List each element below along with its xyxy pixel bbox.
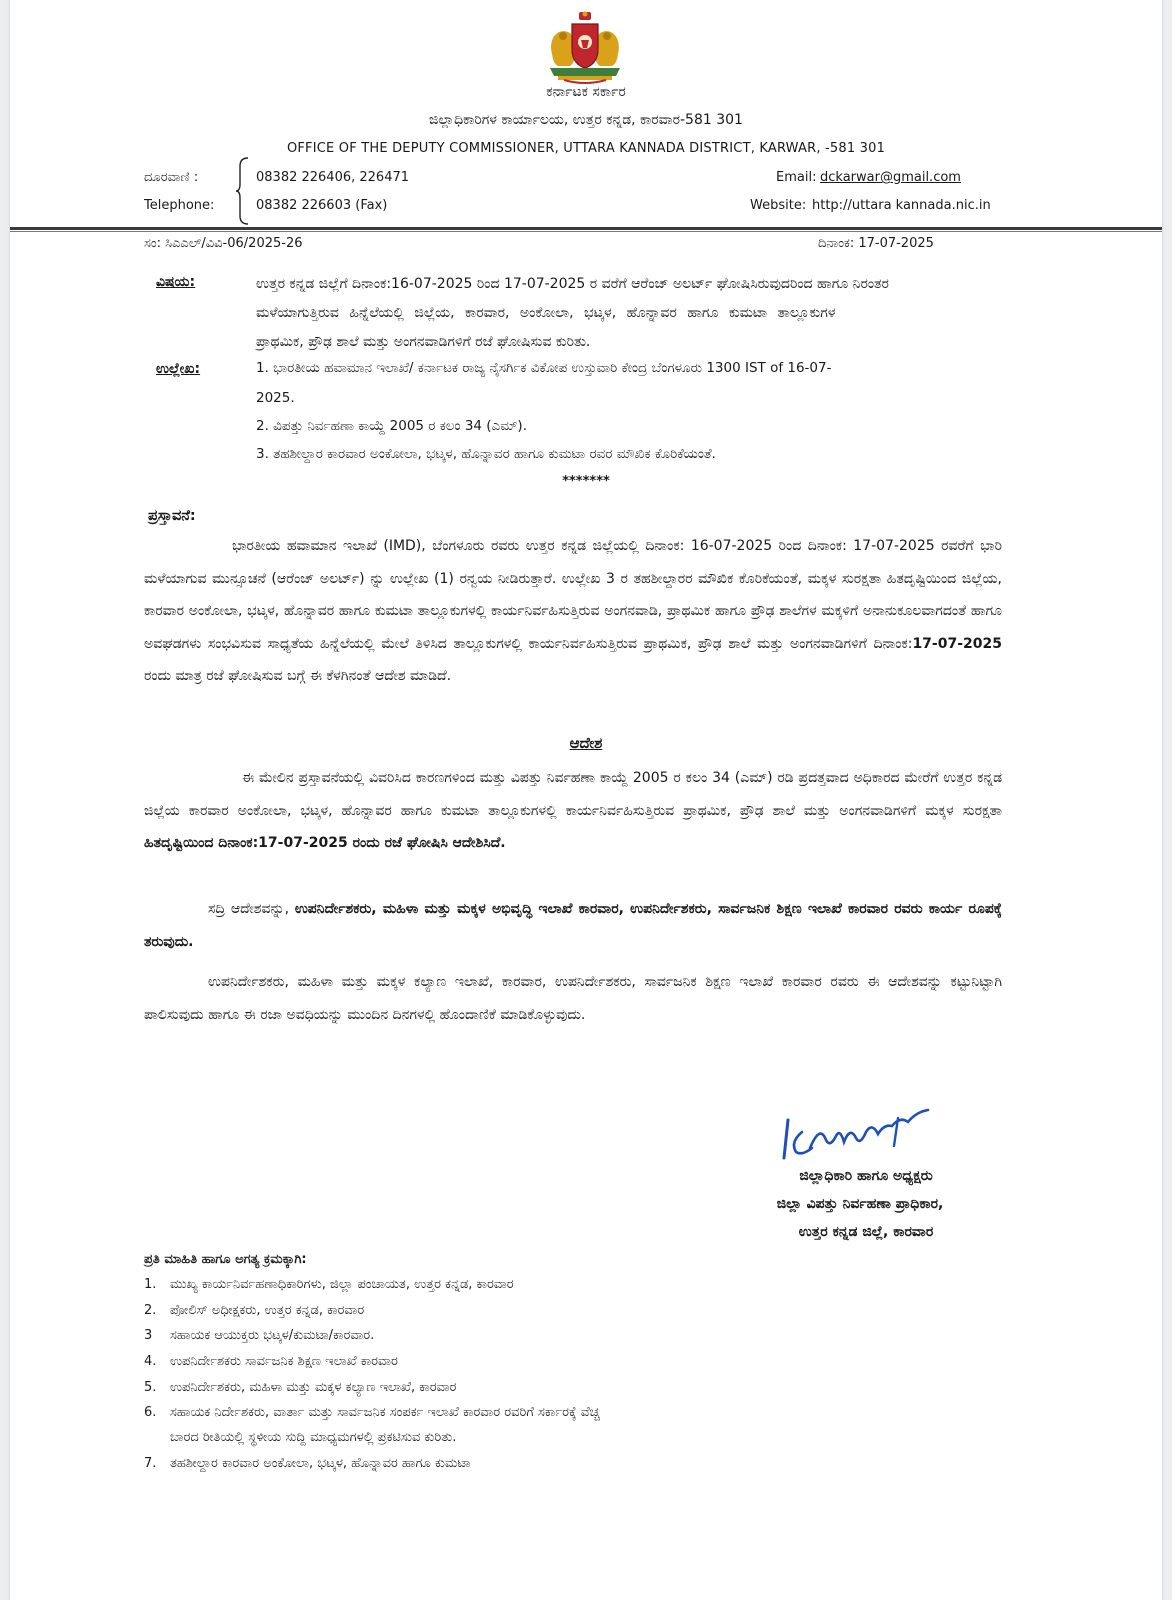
- copy-to-item: 2. ಪೋಲಿಸ್ ಅಧೀಕ್ಷಕರು, ಉತ್ತರ ಕನ್ನಡ, ಕಾರವಾರ: [144, 1303, 365, 1318]
- reference-item-1: 1. ಭಾರತೀಯ ಹವಾಮಾನ ಇಲಾಖೆ/ ಕರ್ನಾಟಕ ರಾಜ್ಯ ನೈಸರ್ಗಿಕ ವಿಕೋಪ ಉಸ್ತುವಾರಿ ಕೇಂದ್ರ ಬೆಂಗಳೂರು 1300 IST of 16-07-: [256, 360, 832, 376]
- separator: *******: [562, 474, 610, 489]
- reference-number: ಸಂ: ಸಿಎಎಲ್/ವಿವಿ-06/2025-26: [144, 236, 303, 251]
- subject-line-2: ಮಳೆಯಾಗುತ್ತಿರುವ ಹಿನ್ನೆಲೆಯಲ್ಲಿ ಜಿಲ್ಲೆಯ, ಕಾರವಾರ, ಅಂಕೋಲಾ, ಭಟ್ಕಳ, ಹೊನ್ನಾವರ ಹಾಗೂ ಕುಮಟಾ ತಾಲ್ಲೂಕುಗಳ: [256, 305, 836, 321]
- email-label: Email:: [776, 170, 817, 185]
- copy-to-item: 1. ಮುಖ್ಯ ಕಾರ್ಯನಿರ್ವಹಣಾಧಿಕಾರಿಗಳು, ಜಿಲ್ಲಾ ಪಂಚಾಯತ, ಉತ್ತರ ಕನ್ನಡ, ಕಾರವಾರ: [144, 1277, 514, 1292]
- order-paragraph-1: ಈ ಮೇಲಿನ ಪ್ರಸ್ತಾವನೆಯಲ್ಲಿ ವಿವರಿಸಿದ ಕಾರಣಗಳಿಂದ ಮತ್ತು ವಿಪತ್ತು ನಿರ್ವಹಣಾ ಕಾಯ್ದೆ 2005 ರ ಕಲಂ 34 (ಎಮ್) ರಡಿ ಪ್ರದತ್ತವಾದ ಅಧಿಕಾರದ ಮೇರೆಗೆ ಉತ್ತರ ಕನ್ನಡ ಜಿಲ್ಲೆಯ ಕಾರವಾರ ಅಂಕೋಲಾ, ಭಟ್ಕಳ, ಹೊನ್ನಾವರ ಹಾಗೂ ಕುಮಟಾ ತಾಲ್ಲೂಕುಗಳಲ್ಲಿ ಕಾರ್ಯನಿರ್ವಹಿಸುತ್ತಿರುವ ಪ್ರಾಥಮಿಕ, ಪ್ರೌಢ ಶಾಲೆ ಮತ್ತು ಅಂಗನವಾಡಿಗಳಿಗೆ ಮಕ್ಕಳ ಸುರಕ್ಷತಾ ಹಿತದೃಷ್ಟಿಯಿಂದ ದಿನಾಂಕ:17-07-2025 ರಂದು ರಜೆ ಘೋಷಿಸಿ ಆದೇಶಿಸಿದೆ.: [144, 770, 1002, 851]
- signature-icon: [780, 1096, 940, 1166]
- subject-line-3: ಪ್ರಾಥಮಿಕ, ಪ್ರೌಢ ಶಾಲೆ ಮತ್ತು ಅಂಗನವಾಡಿಗಳಿಗೆ ರಜೆ ಘೋಷಿಸುವ ಕುರಿತು.: [256, 334, 591, 350]
- reference-item-2: 2. ವಿಪತ್ತು ನಿರ್ವಹಣಾ ಕಾಯ್ದೆ 2005 ರ ಕಲಂ 34 (ಎಮ್).: [256, 418, 527, 434]
- header-divider: [10, 227, 1162, 230]
- copy-to-item: 5. ಉಪನಿರ್ದೇಶಕರು, ಮಹಿಳಾ ಮತ್ತು ಮಕ್ಕಳ ಕಲ್ಯಾಣ ಇಲಾಖೆ, ಕಾರವಾರ: [144, 1380, 457, 1395]
- letter-page: [10, 0, 1162, 1600]
- signatory-designation-2: ಜಿಲ್ಲಾ ವಿಪತ್ತು ನಿರ್ವಹಣಾ ಪ್ರಾಧಿಕಾರ,: [776, 1196, 944, 1212]
- letter-date: ದಿನಾಂಕ: 17-07-2025: [818, 236, 934, 251]
- phone-label-english: Telephone:: [144, 198, 215, 213]
- copy-to-item: 3 ಸಹಾಯಕ ಆಯುಕ್ತರು ಭಟ್ಕಳ/ಕುಮಟಾ/ಕಾರವಾರ.: [144, 1328, 375, 1343]
- copy-to-item: 6. ಸಹಾಯಕ ನಿರ್ದೇಶಕರು, ವಾರ್ತಾ ಮತ್ತು ಸಾರ್ವಜನಿಕ ಸಂಪರ್ಕ ಇಲಾಖೆ ಕಾರವಾರ ರವರಿಗೆ ಸರ್ಕಾರಕ್ಕೆ ವೆಚ್ಚ: [144, 1405, 600, 1420]
- office-name-kannada: ಜಿಲ್ಲಾಧಿಕಾರಿಗಳ ಕಾರ್ಯಾಲಯ, ಉತ್ತರ ಕನ್ನಡ, ಕಾರವಾರ-581 301: [429, 112, 743, 128]
- phone-label-kannada: ದೂರವಾಣಿ :: [144, 170, 199, 185]
- phone-number-fax: 08382 226603 (Fax): [256, 198, 388, 213]
- copy-to-heading: ಪ್ರತಿ ಮಾಹಿತಿ ಹಾಗೂ ಅಗತ್ಯ ಕ್ರಮಕ್ಕಾಗಿ:: [144, 1252, 307, 1267]
- preamble-paragraph: ಭಾರತೀಯ ಹವಾಮಾನ ಇಲಾಖೆ (IMD), ಬೆಂಗಳೂರು ರವರು ಉತ್ತರ ಕನ್ನಡ ಜಿಲ್ಲೆಯಲ್ಲಿ ದಿನಾಂಕ: 16-07-2025 ರಿಂದ ದಿನಾಂಕ: 17-07-2025 ರವರೆಗೆ ಭಾರಿ ಮಳೆಯಾಗುವ ಮುನ್ಸೂಚನೆ (ಆರೆಂಜ್ ಅಲರ್ಟ್) ನ್ನು ಉಲ್ಲೇಖ (1) ರನ್ವಯ ನೀಡಿರುತ್ತಾರೆ. ಉಲ್ಲೇಖ 3 ರ ತಹಶೀಲ್ದಾರರ ಮೌಖಿಕ ಕೊರಿಕೆಯಂತೆ, ಮಕ್ಕಳ ಸುರಕ್ಷತಾ ಹಿತದೃಷ್ಟಿಯಿಂದ ಜಿಲ್ಲೆಯ, ಕಾರವಾರ ಅಂಕೋಲಾ, ಭಟ್ಕಳ, ಹೊನ್ನಾವರ ಹಾಗೂ ಕುಮಟಾ ತಾಲ್ಲೂಕುಗಳಲ್ಲಿ ಕಾರ್ಯನಿರ್ವಹಿಸುತ್ತಿರುವ ಅಂಗನವಾಡಿ, ಪ್ರಾಥಮಿಕ ಹಾಗೂ ಪ್ರೌಢ ಶಾಲೆಗಳ ಮಕ್ಕಳಿಗೆ ಅನಾನುಕೂಲವಾಗದಂತೆ ಹಾಗೂ ಅವಘಡಗಳು ಸಂಭವಿಸುವ ಸಾಧ್ಯತೆಯ ಹಿನ್ನೆಲೆಯಲ್ಲಿ ಮೇಲೆ ತಿಳಿಸಿದ ತಾಲ್ಲೂಕುಗಳಲ್ಲಿ ಕಾರ್ಯನಿರ್ವಹಿಸುತ್ತಿರುವ ಪ್ರಾಥಮಿಕ, ಪ್ರೌಢ ಶಾಲೆ ಮತ್ತು ಅಂಗನವಾಡಿಗಳಿಗೆ ದಿನಾಂಕ:17-07-2025 ರಂದು ಮಾತ್ರ ರಜೆ ಘೋಷಿಸುವ ಬಗ್ಗೆ ಈ ಕೆಳಗಿನಂತೆ ಆದೇಶ ಮಾಡಿದೆ.: [144, 538, 1002, 684]
- reference-item-3: 3. ತಹಶೀಲ್ದಾರ ಕಾರವಾರ ಅಂಕೋಲಾ, ಭಟ್ಕಳ, ಹೊನ್ನಾವರ ಹಾಗೂ ಕುಮಟಾ ರವರ ಮೌಖಿಕ ಕೊರಿಕೆಯಂತೆ.: [256, 446, 716, 462]
- order-paragraph-3: ಉಪನಿರ್ದೇಶಕರು, ಮಹಿಳಾ ಮತ್ತು ಮಕ್ಕಳ ಕಲ್ಯಾಣ ಇಲಾಖೆ, ಕಾರವಾರ, ಉಪನಿರ್ದೇಶಕರು, ಸಾರ್ವಜನಿಕ ಶಿಕ್ಷಣ ಇಲಾಖೆ ಕಾರವಾರ ರವರು ಈ ಆದೇಶವನ್ನು ಕಟ್ಟುನಿಟ್ಟಾಗಿ ಪಾಲಿಸುವುದು ಹಾಗೂ ಈ ರಜಾ ಅವಧಿಯನ್ನು ಮುಂದಿನ ದಿನಗಳಲ್ಲಿ ಹೊಂದಾಣಿಕೆ ಮಾಡಿಕೊಳ್ಳುವುದು.: [144, 974, 1002, 1023]
- references-label: ಉಲ್ಲೇಖ:: [156, 361, 201, 377]
- office-name-english: OFFICE OF THE DEPUTY COMMISSIONER, UTTARA KANNADA DISTRICT, KARWAR, -581 301: [286, 141, 886, 156]
- signatory-designation-1: ಜಿಲ್ಲಾಧಿಕಾರಿ ಹಾಗೂ ಅಧ್ಯಕ್ಷರು: [799, 1168, 933, 1184]
- copy-to-item: 7. ತಹಶೀಲ್ದಾರ ಕಾರವಾರ ಅಂಕೋಲಾ, ಭಟ್ಕಳ, ಹೊನ್ನಾವರ ಹಾಗೂ ಕುಮಟಾ: [144, 1456, 471, 1471]
- header-divider-thin: [10, 231, 1162, 232]
- copy-to-item-cont: ಬಾರದ ರೀತಿಯಲ್ಲಿ ಸ್ಥಳೀಯ ಸುದ್ದಿ ಮಾಧ್ಯಮಗಳಲ್ಲಿ ಪ್ರಕಟಿಸುವ ಕುರಿತು.: [170, 1430, 457, 1445]
- order-paragraph-2: ಸದ್ರಿ ಆದೇಶವನ್ನು, ಉಪನಿರ್ದೇಶಕರು, ಮಹಿಳಾ ಮತ್ತು ಮಕ್ಕಳ ಅಭಿವೃದ್ಧಿ ಇಲಾಖೆ ಕಾರವಾರ, ಉಪನಿರ್ದೇಶಕರು, ಸಾರ್ವಜನಿಕ ಶಿಕ್ಷಣ ಇಲಾಖೆ ಕಾರವಾರ ರವರು ಕಾರ್ಯ ರೂಪಕ್ಕೆ ತರುವುದು.: [144, 901, 1002, 950]
- brace-icon: [236, 156, 252, 226]
- karnataka-emblem-icon: [544, 10, 626, 84]
- phone-number-1: 08382 226406, 226471: [256, 170, 410, 185]
- order-title: ಆದೇಶ: [569, 734, 603, 752]
- email-link[interactable]: dckarwar@gmail.com: [820, 170, 961, 185]
- government-name: ಕರ್ನಾಟಕ ಸರ್ಕಾರ: [546, 84, 626, 100]
- subject-label: ವಿಷಯ:: [156, 274, 196, 290]
- preamble-label: ಪ್ರಸ್ತಾವನೆ:: [148, 508, 196, 524]
- subject-line-1: ಉತ್ತರ ಕನ್ನಡ ಜಿಲ್ಲೆಗೆ ದಿನಾಂಕ:16-07-2025 ರಿಂದ 17-07-2025 ರ ವರೆಗೆ ಆರೆಂಜ್ ಅಲರ್ಟ್ ಘೋಷಿಸಿರುವುದರಿಂದ ಹಾಗೂ ನಿರಂತರ: [256, 276, 889, 292]
- signatory-designation-3: ಉತ್ತರ ಕನ್ನಡ ಜಿಲ್ಲೆ, ಕಾರವಾರ: [798, 1224, 934, 1240]
- reference-item-1-cont: 2025.: [256, 390, 295, 406]
- website-url[interactable]: http://uttara kannada.nic.in: [812, 198, 991, 213]
- website-label: Website:: [750, 198, 807, 213]
- copy-to-item: 4. ಉಪನಿರ್ದೇಶಕರು ಸಾರ್ವಜನಿಕ ಶಿಕ್ಷಣ ಇಲಾಖೆ ಕಾರವಾರ: [144, 1354, 398, 1369]
